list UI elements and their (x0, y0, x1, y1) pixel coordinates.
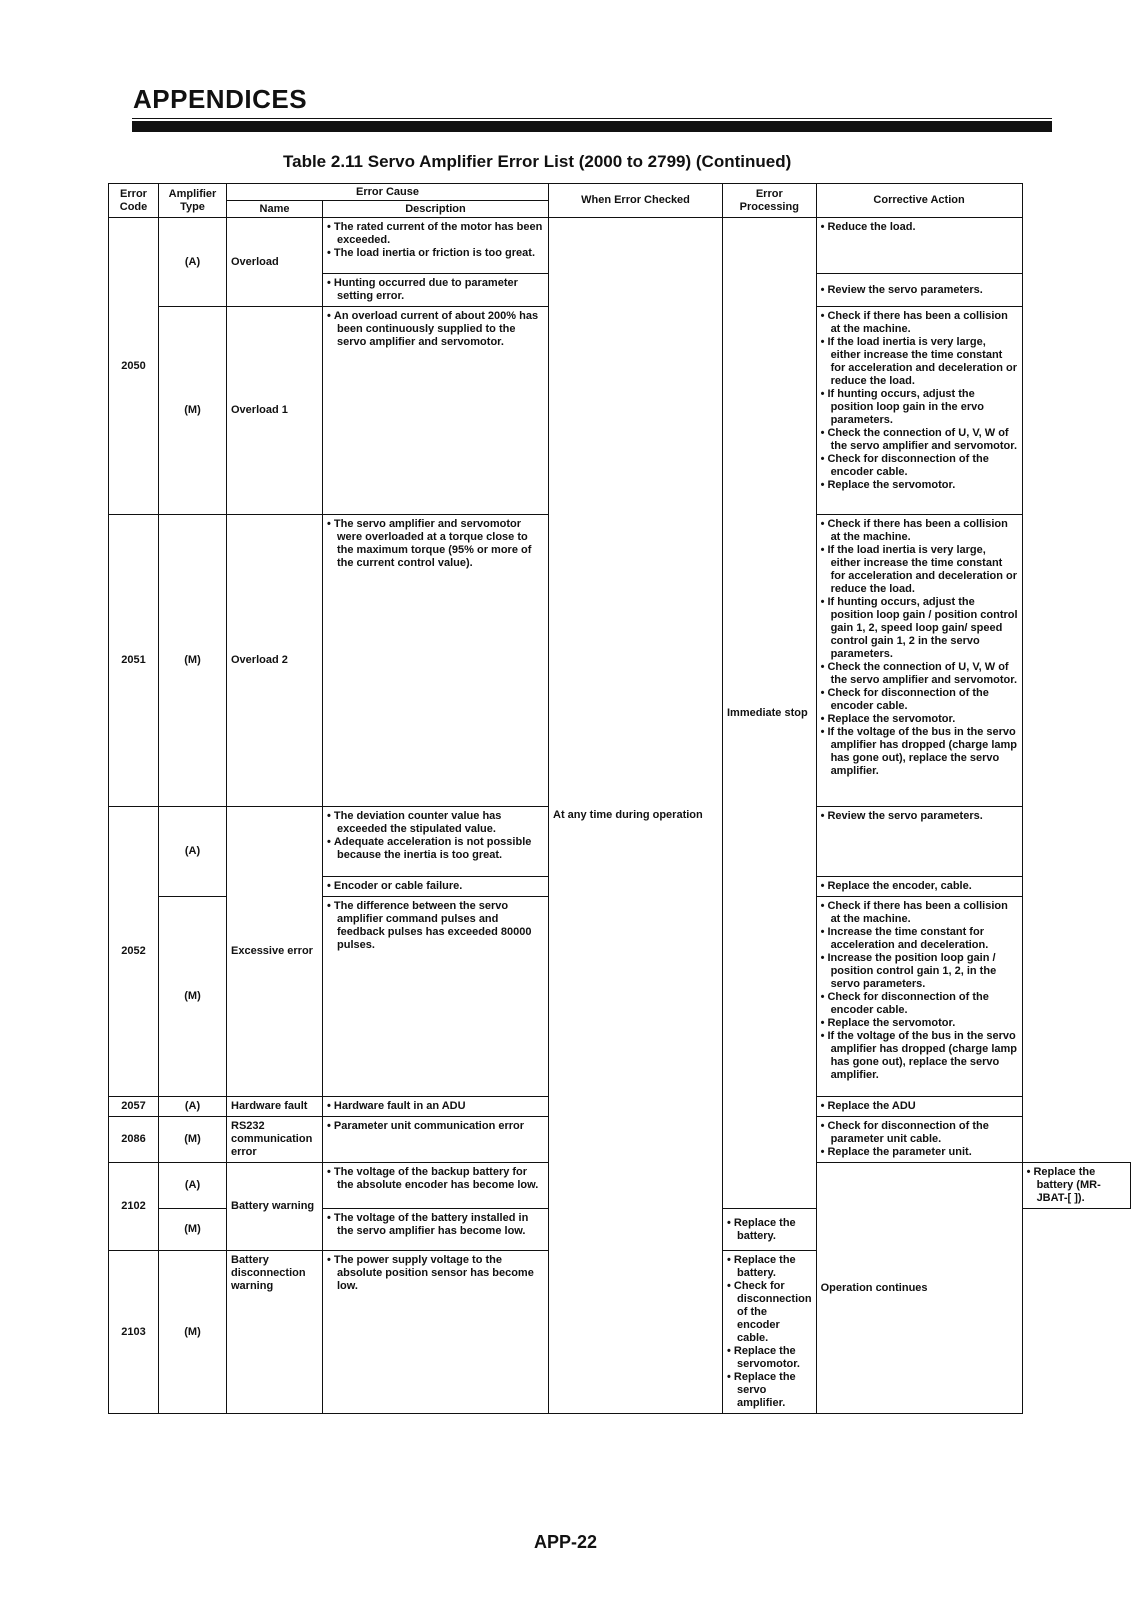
bullet-list (821, 1100, 1018, 1113)
description-cell (323, 897, 549, 1097)
bullet-list (327, 810, 544, 862)
bullet-item: • Replace the servomotor. (821, 479, 1018, 492)
action-cell (723, 1209, 817, 1251)
error-table (108, 183, 1131, 1414)
bullet-item: • The load inertia or friction is too great. (327, 247, 544, 260)
description-cell (323, 1209, 549, 1251)
bullet-list (327, 1212, 544, 1238)
bullet-list (327, 277, 544, 303)
bullet-list (821, 310, 1018, 492)
bullet-list (821, 221, 1018, 234)
bullet-item: • The difference between the servo amplifier command pulses and feedback pulses has exceeded 80000 pulses. (327, 900, 544, 952)
error-code-cell: 2051 (109, 515, 159, 807)
error-code-cell: 2052 (109, 807, 159, 1097)
action-cell (816, 1097, 1022, 1117)
bullet-list (727, 1217, 812, 1243)
bullet-item: • Check the connection of U, V, W of the servo amplifier and servomotor. (821, 661, 1018, 687)
bullet-list (327, 221, 544, 260)
description-cell (323, 274, 549, 307)
bullet-item: • Adequate acceleration is not possible because the inertia is too great. (327, 836, 544, 862)
error-name-cell: RS232 communication error (227, 1117, 323, 1163)
action-cell (816, 1117, 1022, 1163)
action-cell (816, 897, 1022, 1097)
col-error-cause: Error Cause (227, 184, 549, 201)
error-name-cell: Battery disconnection warning (227, 1251, 323, 1414)
amp-type-cell: (A) (159, 1097, 227, 1117)
when-checked-cell: At any time during operation (549, 218, 723, 1414)
bullet-item: • Replace the servomotor. (727, 1345, 812, 1371)
bullet-item: • The power supply voltage to the absolute position sensor has become low. (327, 1254, 544, 1293)
col-when-checked: When Error Checked (549, 184, 723, 218)
bullet-item: • Replace the encoder, cable. (821, 880, 1018, 893)
amp-type-cell: (M) (159, 897, 227, 1097)
processing-continue-cell: Operation continues (816, 1163, 1022, 1414)
bullet-item: • If the load inertia is very large, either increase the time constant for acceleration and deceleration or reduce the load. (821, 336, 1018, 388)
action-cell (816, 274, 1022, 307)
col-amplifier-type: Amplifier Type (159, 184, 227, 218)
description-cell (323, 1251, 549, 1414)
amp-type-cell: (M) (159, 1117, 227, 1163)
action-cell (1022, 1163, 1130, 1209)
bullet-item: • Replace the battery. (727, 1254, 812, 1280)
error-code-cell: 2086 (109, 1117, 159, 1163)
section-header: APPENDICES (133, 84, 308, 114)
error-name-cell: Battery warning (227, 1163, 323, 1251)
header-rule-thin (132, 118, 1052, 119)
action-cell (816, 877, 1022, 897)
amp-type-cell: (M) (159, 515, 227, 807)
bullet-list (727, 1254, 812, 1410)
action-cell (816, 515, 1022, 807)
bullet-list (327, 310, 544, 349)
bullet-item: • Replace the servomotor. (821, 713, 1018, 726)
bullet-item: • An overload current of about 200% has been continuously supplied to the servo amplifier and servomotor. (327, 310, 544, 349)
bullet-item: • Reduce the load. (821, 221, 1018, 234)
description-cell (323, 1163, 549, 1209)
action-cell (816, 218, 1022, 274)
bullet-item: • Check for disconnection of the encoder cable. (727, 1280, 812, 1345)
bullet-item: • Replace the parameter unit. (821, 1146, 1018, 1159)
bullet-item: • Hunting occurred due to parameter setting error. (327, 277, 544, 303)
bullet-item: • Check the connection of U, V, W of the servo amplifier and servomotor. (821, 427, 1018, 453)
error-name-cell: Hardware fault (227, 1097, 323, 1117)
error-code-cell: 2103 (109, 1251, 159, 1414)
bullet-list (821, 880, 1018, 893)
header-rule (132, 121, 1052, 132)
table-title: Table 2.11 Servo Amplifier Error List (2000 to 2799) (Continued) (283, 152, 792, 171)
bullet-item: • Check if there has been a collision at the machine. (821, 900, 1018, 926)
bullet-item: • Check if there has been a collision at the machine. (821, 310, 1018, 336)
action-cell (723, 1251, 817, 1414)
bullet-list (327, 1100, 544, 1113)
amp-type-cell: (M) (159, 307, 227, 515)
col-error-code: Error Code (109, 184, 159, 218)
action-cell (816, 307, 1022, 515)
col-name: Name (227, 201, 323, 218)
bullet-item: • Increase the position loop gain / position control gain 1, 2, in the servo parameters. (821, 952, 1018, 991)
description-cell (323, 807, 549, 877)
bullet-list (327, 1166, 544, 1192)
bullet-item: • Replace the battery (MR-JBAT-[ ]). (1027, 1166, 1126, 1205)
page-number: APP-22 (533, 1532, 598, 1552)
bullet-item: • Replace the ADU (821, 1100, 1018, 1113)
col-corrective-action: Corrective Action (816, 184, 1022, 218)
processing-stop-cell: Immediate stop (723, 218, 817, 1209)
col-error-processing: Error Processing (723, 184, 817, 218)
bullet-item: • Review the servo parameters. (821, 810, 1018, 823)
bullet-item: • Hardware fault in an ADU (327, 1100, 544, 1113)
description-cell (323, 515, 549, 807)
amp-type-cell: (A) (159, 218, 227, 307)
error-name-cell: Overload 2 (227, 515, 323, 807)
description-cell (323, 307, 549, 515)
bullet-item: • If the voltage of the bus in the servo amplifier has dropped (charge lamp has gone out), replace the servo amplifier. (821, 1030, 1018, 1082)
bullet-list (327, 518, 544, 570)
bullet-item: • If hunting occurs, adjust the position loop gain / position control gain 1, 2, speed loop gain/ speed control gain 1, 2 in the servo parameters. (821, 596, 1018, 661)
error-name-cell: Overload (227, 218, 323, 307)
col-description: Description (323, 201, 549, 218)
bullet-item: • If the voltage of the bus in the servo amplifier has dropped (charge lamp has gone out), replace the servo amplifier. (821, 726, 1018, 778)
bullet-item: • The deviation counter value has exceeded the stipulated value. (327, 810, 544, 836)
bullet-list (821, 518, 1018, 778)
error-code-cell: 2102 (109, 1163, 159, 1251)
bullet-item: • The servo amplifier and servomotor were overloaded at a torque close to the maximum torque (95% or more of the current control value). (327, 518, 544, 570)
bullet-list (327, 1120, 544, 1133)
bullet-item: • Check for disconnection of the encoder cable. (821, 453, 1018, 479)
bullet-item: • Review the servo parameters. (821, 284, 1018, 297)
bullet-item: • The voltage of the backup battery for the absolute encoder has become low. (327, 1166, 544, 1192)
bullet-list (821, 900, 1018, 1082)
description-cell (323, 1117, 549, 1163)
action-cell (816, 807, 1022, 877)
bullet-item: • Replace the battery. (727, 1217, 812, 1243)
bullet-list (821, 810, 1018, 823)
bullet-list (327, 880, 544, 893)
bullet-item: • Encoder or cable failure. (327, 880, 544, 893)
bullet-list (821, 284, 1018, 297)
description-cell (323, 877, 549, 897)
bullet-item: • Check for disconnection of the parameter unit cable. (821, 1120, 1018, 1146)
amp-type-cell: (M) (159, 1209, 227, 1251)
bullet-item: • If the load inertia is very large, either increase the time constant for acceleration and deceleration or reduce the load. (821, 544, 1018, 596)
amp-type-cell: (A) (159, 1163, 227, 1209)
bullet-list (327, 900, 544, 952)
error-table-container (108, 183, 1131, 1414)
error-name-cell: Excessive error (227, 807, 323, 1097)
description-cell (323, 1097, 549, 1117)
bullet-list (821, 1120, 1018, 1159)
bullet-list (1027, 1166, 1126, 1205)
bullet-item: • Increase the time constant for acceleration and deceleration. (821, 926, 1018, 952)
bullet-item: • Check for disconnection of the encoder cable. (821, 991, 1018, 1017)
bullet-item: • The rated current of the motor has been exceeded. (327, 221, 544, 247)
amp-type-cell: (A) (159, 807, 227, 897)
error-name-cell: Overload 1 (227, 307, 323, 515)
description-cell (323, 218, 549, 274)
bullet-item: • Check if there has been a collision at the machine. (821, 518, 1018, 544)
bullet-item: • If hunting occurs, adjust the position loop gain in the ervo parameters. (821, 388, 1018, 427)
error-code-cell: 2050 (109, 218, 159, 515)
bullet-item: • Parameter unit communication error (327, 1120, 544, 1133)
bullet-item: • The voltage of the battery installed in the servo amplifier has become low. (327, 1212, 544, 1238)
error-code-cell: 2057 (109, 1097, 159, 1117)
bullet-item: • Replace the servo amplifier. (727, 1371, 812, 1410)
bullet-item: • Replace the servomotor. (821, 1017, 1018, 1030)
bullet-item: • Check for disconnection of the encoder cable. (821, 687, 1018, 713)
bullet-list (327, 1254, 544, 1293)
amp-type-cell: (M) (159, 1251, 227, 1414)
